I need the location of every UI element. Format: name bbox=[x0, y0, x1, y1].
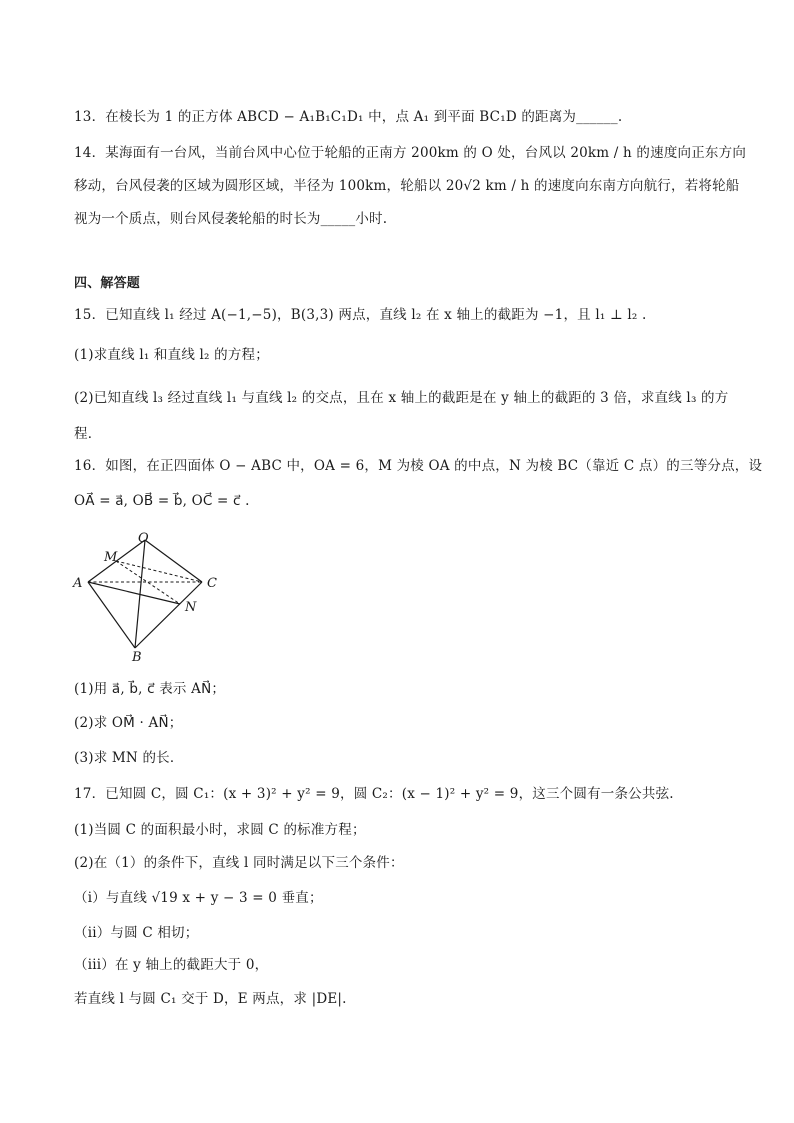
label-O: O bbox=[138, 531, 149, 546]
problem-16-part-2: (2)求 OM⃗ · AN⃗； bbox=[74, 715, 183, 731]
problem-15-part-2-line-1: (2)已知直线 l₃ 经过直线 l₁ 与直线 l₂ 的交点，且在 x 轴上的截距是在 y 轴上的截距的 3 倍，求直线 l₃ 的方 bbox=[74, 390, 729, 406]
edge-BC bbox=[135, 582, 202, 648]
problem-15-part-1: (1)求直线 l₁ 和直线 l₂ 的方程； bbox=[74, 347, 269, 363]
problem-17: 17．已知圆 C，圆 C₁：(x + 3)² + y² = 9，圆 C₂：(x − 1)² + y² = 9，这三个圆有一条公共弦. bbox=[74, 786, 674, 802]
problem-14-line-3: 视为一个质点，则台风侵袭轮船的时长为_____小时. bbox=[74, 211, 388, 227]
problem-16-line-1: 16．如图，在正四面体 O − ABC 中，OA = 6，M 为棱 OA 的中点，N 为棱 BC（靠近 C 点）的三等分点，设 bbox=[74, 458, 763, 474]
problem-14-line-1: 14．某海面有一台风，当前台风中心位于轮船的正南方 200km 的 O 处，台风以 20km / h 的速度向正东方向 bbox=[74, 145, 747, 161]
edge-OC bbox=[145, 540, 202, 582]
problem-17-part-2: (2)在（1）的条件下，直线 l 同时满足以下三个条件： bbox=[74, 855, 404, 871]
label-M: M bbox=[104, 550, 118, 565]
problem-16-line-2: OA⃗ = a⃗, OB⃗ = b⃗, OC⃗ = c⃗ . bbox=[74, 493, 250, 509]
problem-17-condition-iii: （iii）在 y 轴上的截距大于 0， bbox=[74, 957, 269, 973]
problem-17-final: 若直线 l 与圆 C₁ 交于 D，E 两点，求 |DE|. bbox=[74, 991, 347, 1007]
segment-MC-dashed bbox=[116, 561, 202, 582]
problem-16-part-3: (3)求 MN 的长． bbox=[74, 750, 184, 766]
problem-17-condition-i: （i）与直线 √19 x + y − 3 = 0 垂直； bbox=[74, 890, 323, 906]
label-N: N bbox=[185, 600, 197, 615]
problem-13: 13．在棱长为 1 的正方体 ABCD − A₁B₁C₁D₁ 中，点 A₁ 到平面 BC₁D 的距离为______. bbox=[74, 109, 623, 125]
label-A: A bbox=[73, 576, 83, 591]
problem-15: 15．已知直线 l₁ 经过 A(−1,−5)，B(3,3) 两点，直线 l₂ 在 x 轴上的截距为 −1，且 l₁ ⊥ l₂ . bbox=[74, 307, 647, 323]
problem-17-part-1: (1)当圆 C 的面积最小时，求圆 C 的标准方程； bbox=[74, 822, 366, 838]
label-B: B bbox=[132, 650, 142, 662]
problem-16-part-1: (1)用 a⃗, b⃗, c⃗ 表示 AN⃗； bbox=[74, 681, 226, 697]
problem-15-part-2-line-2: 程． bbox=[74, 426, 102, 442]
section-heading-4: 四、解答题 bbox=[74, 276, 141, 291]
problem-17-condition-ii: （ii）与圆 C 相切； bbox=[74, 925, 199, 941]
tetrahedron-figure bbox=[70, 530, 230, 662]
segment-MN-dashed bbox=[116, 561, 180, 604]
problem-14-line-2: 移动，台风侵袭的区域为圆形区域，半径为 100km，轮船以 20√2 km / h 的速度向东南方向航行，若将轮船 bbox=[74, 178, 740, 194]
label-C: C bbox=[207, 576, 217, 591]
